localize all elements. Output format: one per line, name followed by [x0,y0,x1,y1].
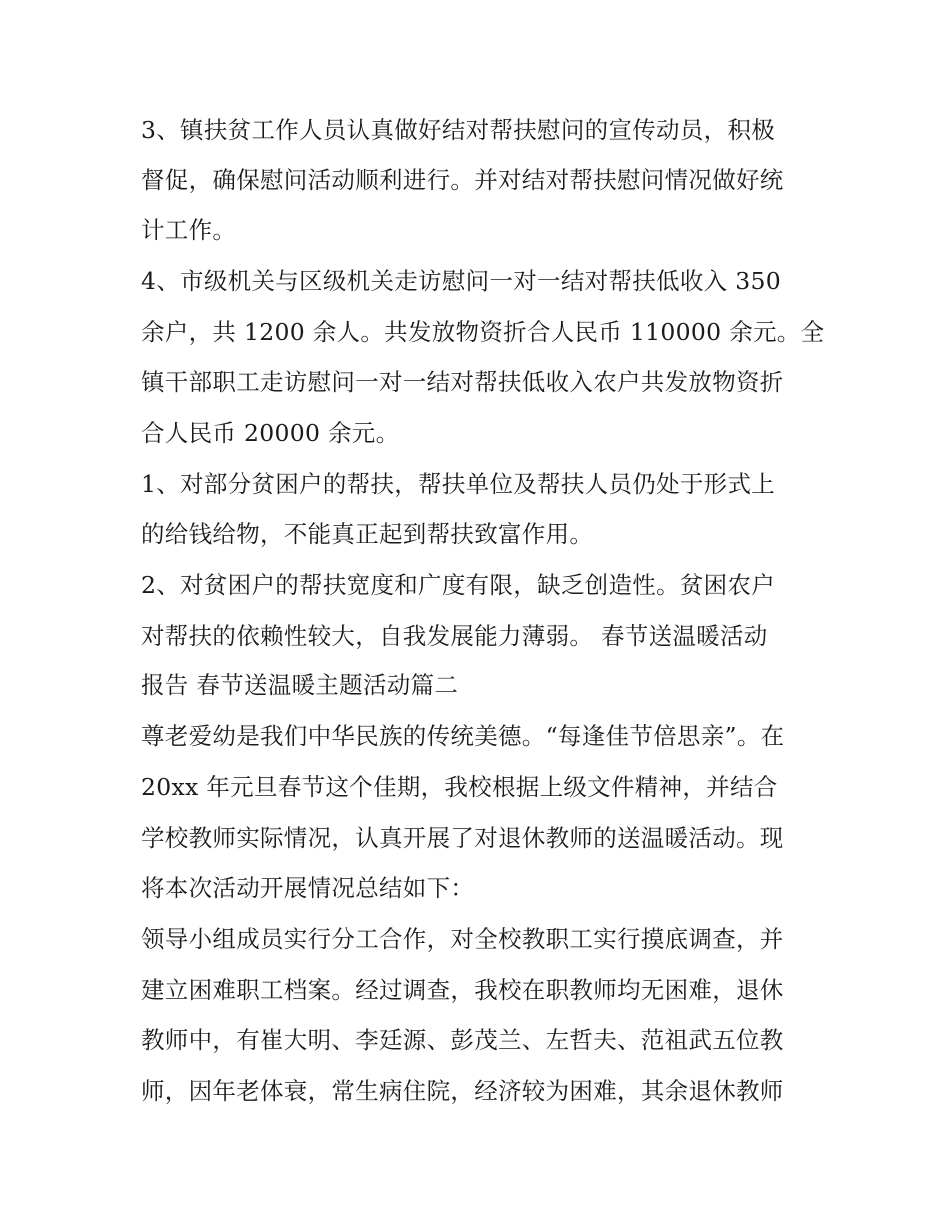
text-line: 对帮扶的依赖性较大，自我发展能力薄弱。 春节送温暖活动 [141,622,768,650]
text-line: 将本次活动开展情况总结如下： [141,874,475,902]
text-line: 3、镇扶贫工作人员认真做好结对帮扶慰问的宣传动员，积极 [141,116,776,144]
text-line: 督促，确保慰问活动顺利进行。并对结对帮扶慰问情况做好统 [141,166,784,194]
text-line: 余户，共 1200 余人。共发放物资折合人民币 110000 余元。全 [141,318,825,346]
text-line: 教师中，有崔大明、李廷源、彭茂兰、左哲夫、范祖武五位教 [141,1026,784,1054]
text-line: 尊老爱幼是我们中华民族的传统美德。“每逢佳节倍思亲”。在 [141,722,785,750]
text-line: 1、对部分贫困户的帮扶，帮扶单位及帮扶人员仍处于形式上 [141,470,776,498]
text-line: 2、对贫困户的帮扶宽度和广度有限，缺乏创造性。贫困农户 [141,571,776,599]
text-line: 建立困难职工档案。经过调查，我校在职教师均无困难，退休 [141,976,784,1004]
text-line: 20xx 年元旦春节这个佳期，我校根据上级文件精神，并结合 [141,773,778,801]
text-line: 师，因年老体衰，常生病住院，经济较为困难，其余退休教师 [141,1077,784,1105]
text-line: 领导小组成员实行分工合作，对全校教职工实行摸底调查，并 [141,925,784,953]
text-line: 的给钱给物，不能真正起到帮扶致富作用。 [141,520,594,548]
text-line: 合人民币 20000 余元。 [141,419,400,447]
text-line: 学校教师实际情况，认真开展了对退休教师的送温暖活动。现 [141,824,784,852]
text-line: 报告 春节送温暖主题活动篇二 [141,671,459,699]
text-line: 4、市级机关与区级机关走访慰问一对一结对帮扶低收入 350 [141,267,781,295]
text-line: 计工作。 [141,216,237,244]
text-line: 镇干部职工走访慰问一对一结对帮扶低收入农户共发放物资折 [141,368,784,396]
